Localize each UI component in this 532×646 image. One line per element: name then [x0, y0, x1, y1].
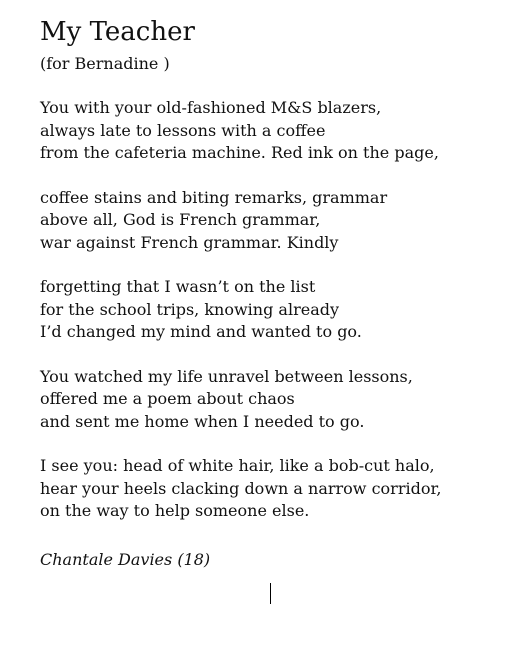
poem-author: Chantale Davies (18)	[40, 550, 211, 569]
poem-line: war against French grammar. Kindly	[40, 232, 339, 252]
poem-body	[40, 97, 510, 545]
stanza	[40, 455, 510, 523]
stanza	[40, 97, 510, 165]
poem-line: for the school trips, knowing already	[40, 299, 340, 319]
poem-line: offered me a poem about chaos	[40, 389, 295, 408]
poem-line: coffee stains and biting remarks, grammar	[40, 187, 388, 207]
poem-line: from the cafeteria machine. Red ink on the page,	[40, 143, 439, 162]
poem-line: You watched my life unravel between lessons,	[40, 366, 413, 386]
poem-line: I see you: head of white hair, like a bob-cut halo,	[40, 456, 435, 475]
poem-line: I’d changed my mind and wanted to go.	[40, 322, 362, 341]
poem-line: You with your old-fashioned M&S blazers,	[40, 98, 382, 117]
poem-line: above all, God is French grammar,	[40, 210, 321, 229]
poem-line: on the way to help someone else.	[40, 501, 310, 520]
stanza	[40, 187, 510, 255]
stanza	[40, 276, 510, 344]
text-cursor	[270, 583, 271, 604]
poem-line: and sent me home when I needed to go.	[40, 411, 365, 431]
stanza	[40, 366, 510, 434]
poem-title: My Teacher	[40, 17, 195, 47]
poem-line: forgetting that I wasn’t on the list	[40, 277, 316, 296]
poem-dedication: (for Bernadine )	[40, 54, 170, 73]
poem-line: always late to lessons with a coffee	[40, 120, 326, 140]
poem-line: hear your heels clacking down a narrow corridor,	[40, 478, 442, 498]
